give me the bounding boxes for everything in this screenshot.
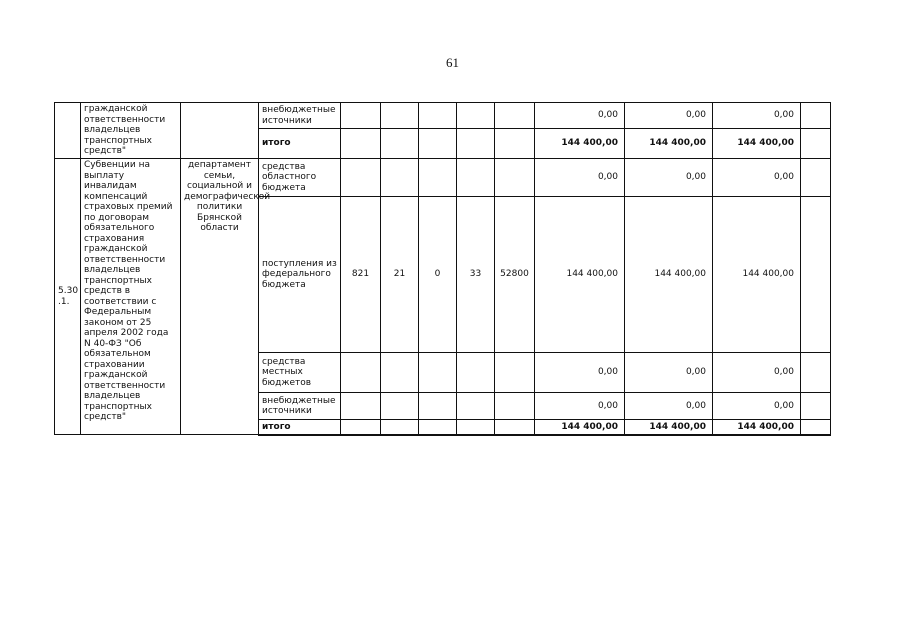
amount-cell: 144 400,00 <box>713 197 801 353</box>
source-label: средства местных бюджетов <box>259 353 341 393</box>
empty-cell <box>801 420 831 435</box>
code-cell <box>457 129 495 159</box>
source-label: итого <box>259 129 341 159</box>
empty-cell <box>801 103 831 129</box>
amount-cell: 0,00 <box>625 103 713 129</box>
amount-cell: 0,00 <box>713 393 801 420</box>
table-row <box>55 159 831 197</box>
code-cell <box>419 393 457 420</box>
code-cell <box>495 420 535 435</box>
amount-cell: 0,00 <box>625 393 713 420</box>
item-number-cell <box>55 103 81 159</box>
code-cell <box>341 353 381 393</box>
code-cell: 821 <box>341 197 381 353</box>
code-cell: 21 <box>381 197 419 353</box>
code-cell <box>457 353 495 393</box>
code-cell <box>341 420 381 435</box>
amount-cell: 0,00 <box>625 353 713 393</box>
amount-cell: 144 400,00 <box>625 129 713 159</box>
code-cell <box>419 420 457 435</box>
description-cell: Субвенции на выплату инвалидам компенсаций страховых премий по договорам обязательного страхования гражданской ответственности владельцев транспортных средств в соответствии с Федеральным законом от 25 апреля 2002 года N 40-ФЗ "Об обязательном страховании гражданской ответственности владельцев транспортных средств" <box>81 159 181 435</box>
code-cell <box>457 159 495 197</box>
department-cell <box>181 103 259 159</box>
code-cell <box>419 353 457 393</box>
code-cell <box>341 103 381 129</box>
code-cell <box>457 393 495 420</box>
code-cell <box>495 353 535 393</box>
code-cell <box>419 103 457 129</box>
source-label: внебюджетные источники <box>259 103 341 129</box>
code-cell <box>381 353 419 393</box>
code-cell <box>381 420 419 435</box>
code-cell: 52800 <box>495 197 535 353</box>
code-cell <box>495 129 535 159</box>
amount-cell: 0,00 <box>535 159 625 197</box>
empty-cell <box>801 129 831 159</box>
source-label: средства областного бюджета <box>259 159 341 197</box>
table-row <box>55 103 831 129</box>
code-cell <box>495 159 535 197</box>
amount-cell: 0,00 <box>535 393 625 420</box>
code-cell <box>495 393 535 420</box>
code-cell <box>419 129 457 159</box>
item-number-cell: 5.30 .1. <box>55 159 81 435</box>
description-cell: гражданской ответственности владельцев транспортных средств" <box>81 103 181 159</box>
source-label: внебюджетные источники <box>259 393 341 420</box>
code-cell: 0 <box>419 197 457 353</box>
department-cell: департамент семьи, социальной и демографической политики Брянской области <box>181 159 259 435</box>
source-label: поступления из федерального бюджета <box>259 197 341 353</box>
code-cell <box>341 129 381 159</box>
budget-table <box>54 102 831 436</box>
code-cell <box>457 420 495 435</box>
amount-cell: 144 400,00 <box>535 129 625 159</box>
code-cell <box>381 393 419 420</box>
code-cell <box>381 103 419 129</box>
source-label: итого <box>259 420 341 435</box>
empty-cell <box>801 353 831 393</box>
amount-cell: 144 400,00 <box>625 197 713 353</box>
code-cell <box>341 159 381 197</box>
amount-cell: 0,00 <box>625 159 713 197</box>
amount-cell: 144 400,00 <box>625 420 713 435</box>
amount-cell: 144 400,00 <box>713 129 801 159</box>
code-cell <box>495 103 535 129</box>
code-cell: 33 <box>457 197 495 353</box>
code-cell <box>419 159 457 197</box>
empty-cell <box>801 159 831 197</box>
amount-cell: 0,00 <box>713 353 801 393</box>
amount-cell: 0,00 <box>535 103 625 129</box>
amount-cell: 144 400,00 <box>713 420 801 435</box>
code-cell <box>381 159 419 197</box>
amount-cell: 144 400,00 <box>535 420 625 435</box>
code-cell <box>457 103 495 129</box>
amount-cell: 0,00 <box>713 159 801 197</box>
code-cell <box>381 129 419 159</box>
amount-cell: 144 400,00 <box>535 197 625 353</box>
amount-cell: 0,00 <box>713 103 801 129</box>
page-number: 61 <box>446 55 459 70</box>
empty-cell <box>801 197 831 353</box>
empty-cell <box>801 393 831 420</box>
amount-cell: 0,00 <box>535 353 625 393</box>
code-cell <box>341 393 381 420</box>
